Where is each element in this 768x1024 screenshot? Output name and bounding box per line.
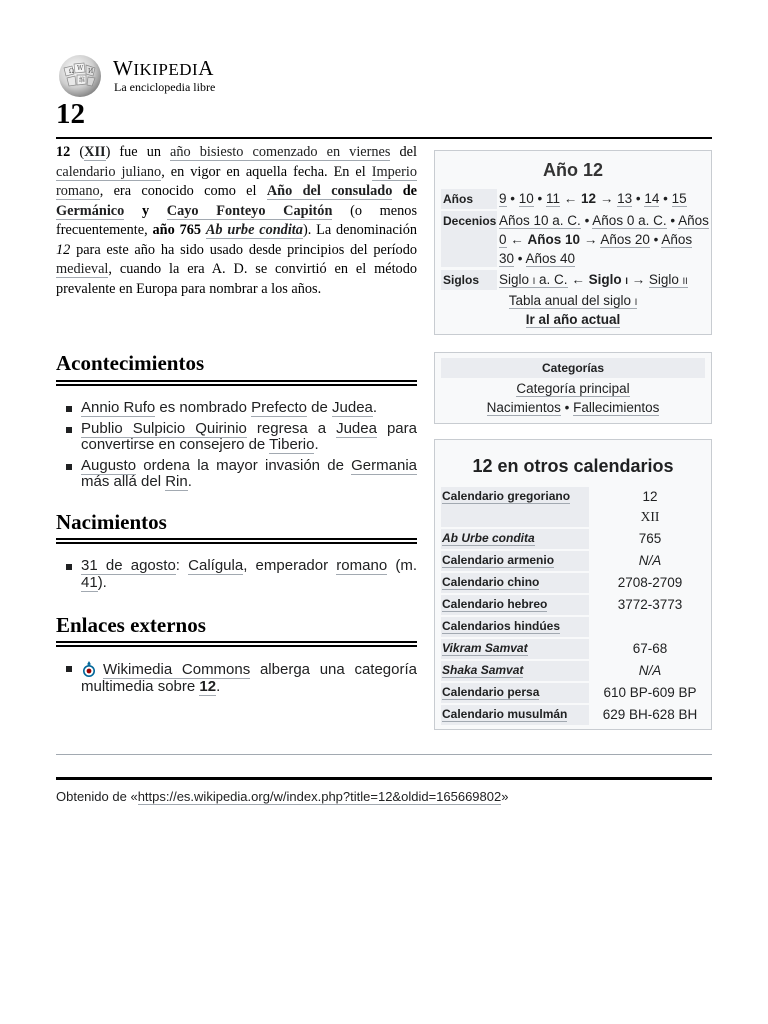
separator: • <box>649 232 662 247</box>
centuries-label: Siglos <box>441 270 497 290</box>
separator: → <box>627 272 649 287</box>
other-calendars-title: 12 en otros calendarios <box>472 456 674 476</box>
lead-italic-12: 12 <box>56 241 71 258</box>
link-decade-20[interactable]: Años 20 <box>600 232 650 247</box>
item-text: : <box>175 557 189 574</box>
list-item <box>81 458 417 491</box>
calendar-row-gregorian <box>441 487 707 527</box>
wordmark-final: A <box>198 56 214 80</box>
decades-row <box>441 211 707 267</box>
centuries-values <box>499 270 709 291</box>
link-germania[interactable]: Germania <box>351 456 417 474</box>
link-annio-rufo[interactable]: Annio Rufo <box>81 399 156 416</box>
separator: • <box>506 191 519 206</box>
lead-text: ) fue un <box>105 144 171 160</box>
link-31-agosto[interactable]: 31 de agosto <box>81 557 176 574</box>
item-text: . <box>372 399 378 416</box>
century-table-text: Tabla anual del siglo <box>508 293 635 308</box>
century-numeral: I <box>625 276 628 286</box>
calendar-value: 67-68 <box>632 641 668 656</box>
link-xii[interactable]: XII <box>84 144 106 160</box>
site-header <box>56 54 256 98</box>
current-century <box>589 272 628 287</box>
external-links-list <box>81 660 417 695</box>
calendar-row-shaka <box>441 661 707 681</box>
link-judea[interactable]: Judea <box>336 419 377 437</box>
separator: ← <box>567 272 589 287</box>
link-century-1-bc[interactable] <box>499 272 568 288</box>
years-label: Años <box>441 189 497 209</box>
calendar-label <box>441 573 589 593</box>
section-heading-events: Acontecimientos <box>56 351 205 375</box>
wordmark-middle: IKIPEDI <box>133 60 199 79</box>
events-list <box>81 400 417 491</box>
list-item <box>81 660 417 695</box>
section-divider <box>56 641 417 647</box>
link-fonteius-capito[interactable]: Cayo Fonteyo Capitón <box>166 202 333 219</box>
wordmark-initial: W <box>113 56 134 80</box>
year-navigation-infobox <box>434 150 712 335</box>
title-divider <box>56 137 712 139</box>
lead-text: (o menos frecuentemente, <box>56 202 418 238</box>
calendar-value: 610 BP-609 BP <box>603 685 697 700</box>
link-augusto[interactable]: Augusto <box>81 456 137 474</box>
current-year-row <box>435 312 711 327</box>
lead-text: , en vigor en aquella fecha. En el <box>161 163 372 180</box>
calendar-label <box>441 705 589 725</box>
item-text: , emperador <box>243 557 337 574</box>
footer-divider <box>56 754 712 755</box>
years-values <box>499 189 709 208</box>
lead-text: ). La denominación <box>302 222 418 238</box>
link-births-category[interactable]: Nacimientos <box>486 400 561 415</box>
calendar-label <box>441 661 589 681</box>
link-decade-10-bc[interactable]: Años 10 a. C. <box>499 213 581 228</box>
link-medieval[interactable]: medieval <box>56 261 109 277</box>
link-persian-calendar[interactable]: Calendario persa <box>442 685 540 699</box>
svg-text:И: И <box>88 68 94 75</box>
lead-auc-year: año 765 <box>152 222 202 238</box>
calendar-value: N/A <box>638 663 662 678</box>
calendar-row-armenian <box>441 551 707 571</box>
year-infobox-title: Año 12 <box>542 160 603 180</box>
svg-text:Ω: Ω <box>69 68 74 75</box>
separator: • <box>632 191 645 206</box>
calendar-row-vikram <box>441 639 707 659</box>
calendar-label <box>441 617 589 637</box>
section-heading-births: Nacimientos <box>56 510 167 534</box>
separator: • <box>659 191 672 206</box>
link-century-year-table[interactable] <box>509 293 638 309</box>
link-ab-urbe-condita[interactable]: Ab urbe condita <box>205 222 303 238</box>
categories-box <box>434 352 712 424</box>
calendar-label <box>441 683 589 703</box>
decades-values <box>499 211 709 268</box>
retrieved-suffix: » <box>501 789 509 804</box>
svg-text:W: W <box>77 65 84 72</box>
link-permanent-url[interactable]: https://es.wikipedia.org/w/index.php?title=12&oldid=165669802 <box>137 789 502 804</box>
lead-text: ( <box>70 144 85 160</box>
item-text: . <box>216 677 221 695</box>
list-item <box>81 400 417 417</box>
sub-category-row <box>435 400 711 415</box>
separator: • <box>560 400 574 415</box>
link-century-2[interactable] <box>649 272 688 288</box>
section-divider <box>56 380 417 386</box>
link-muslim-calendar[interactable]: Calendario musulmán <box>442 707 568 721</box>
link-vikram-samvat[interactable]: Vikram Samvat <box>442 641 528 655</box>
century-numeral: I <box>634 297 638 307</box>
link-year-13[interactable]: 13 <box>617 191 633 206</box>
calendar-label <box>441 551 589 571</box>
item-text: . <box>314 436 319 453</box>
centuries-row <box>441 270 707 290</box>
century-suffix: a. C. <box>535 272 568 287</box>
section-divider <box>56 538 417 544</box>
century-word: Siglo <box>648 272 683 287</box>
link-gregorian-calendar[interactable]: Calendario gregoriano <box>442 489 571 503</box>
calendar-row-muslim <box>441 705 707 725</box>
categories-title: Categorías <box>441 358 705 378</box>
century-numeral: II <box>682 276 688 286</box>
lead-paragraph <box>56 143 417 299</box>
wikipedia-tagline: La enciclopedia libre <box>114 80 216 94</box>
link-germanicus[interactable]: Germánico <box>56 202 125 219</box>
item-text: . <box>187 473 192 490</box>
item-text: para convertirse en consejero de <box>81 419 417 453</box>
century-table-row <box>435 293 711 308</box>
separator: ← <box>560 191 582 206</box>
link-year-14[interactable]: 14 <box>644 191 660 206</box>
link-chinese-calendar[interactable]: Calendario chino <box>442 575 540 589</box>
calendar-label <box>441 595 589 615</box>
separator: • <box>580 213 593 228</box>
wikipedia-globe-logo[interactable] <box>56 54 104 98</box>
item-text: ). <box>97 573 107 591</box>
lead-text: del <box>390 144 417 160</box>
wikimedia-commons-icon[interactable] <box>81 660 97 678</box>
item-text: (m. <box>387 557 418 574</box>
calendar-row-chinese <box>441 573 707 593</box>
calendar-label <box>441 487 589 527</box>
link-shaka-samvat[interactable]: Shaka Samvat <box>442 663 524 677</box>
calendar-label <box>441 529 589 549</box>
calendar-row-hebrew <box>441 595 707 615</box>
link-hindu-calendars[interactable]: Calendarios hindúes <box>442 619 561 633</box>
list-item <box>81 421 417 454</box>
separator: • <box>514 251 526 266</box>
link-roman-empire[interactable]: Imperio romano <box>56 163 417 199</box>
current-decade: Años 10 <box>527 232 581 247</box>
separator: → <box>580 232 601 247</box>
link-quirinio[interactable]: Publio Sulpicio Quirinio <box>81 419 247 437</box>
lead-text: y <box>124 202 167 219</box>
link-decade-40[interactable]: Años 40 <box>525 251 576 266</box>
calendar-row-auc <box>441 529 707 549</box>
link-decade-0-bc[interactable]: Años 0 a. C. <box>592 213 667 228</box>
calendar-value: 2708-2709 <box>617 575 683 590</box>
lead-text: , era conocido como el <box>99 183 267 199</box>
calendar-row-hindu <box>441 617 707 637</box>
item-text: alberga una categoría multimedia sobre <box>81 661 417 695</box>
link-judea[interactable]: Judea <box>332 399 373 416</box>
link-romano[interactable]: romano <box>336 557 388 574</box>
link-commons-category-12[interactable]: 12 <box>199 677 217 695</box>
item-text: de <box>306 399 333 416</box>
lead-text: de <box>392 183 417 199</box>
calendar-value <box>593 487 707 526</box>
retrieved-from-notice <box>56 789 508 804</box>
link-caligula[interactable]: Calígula <box>188 557 244 574</box>
link-year-41[interactable]: 41 <box>81 573 98 591</box>
retrieved-prefix: Obtenido de « <box>56 789 138 804</box>
link-year-15[interactable]: 15 <box>671 191 687 206</box>
link-year-10[interactable]: 10 <box>518 191 534 206</box>
calendar-row-persian <box>441 683 707 703</box>
link-consulship[interactable]: Año del consulado <box>266 183 393 199</box>
lead-text: para este año ha sido usado desde principios del período <box>70 241 417 258</box>
years-row <box>441 189 707 209</box>
link-tiberio[interactable]: Tiberio <box>269 436 315 453</box>
calendar-label <box>441 639 589 659</box>
item-text: ordena la mayor invasión de <box>136 456 352 474</box>
current-year: 12 <box>581 191 597 206</box>
link-decade-0[interactable]: Años 0 <box>499 213 709 247</box>
calendar-value: N/A <box>638 553 662 568</box>
link-current-year[interactable]: Ir al año actual <box>525 312 621 327</box>
separator: ← <box>506 232 528 247</box>
item-text: es nombrado <box>155 399 252 416</box>
page-title: 12 <box>56 98 85 130</box>
link-prefecto[interactable]: Prefecto <box>251 399 307 416</box>
link-year-11[interactable]: 11 <box>546 191 561 206</box>
century-word: Siglo <box>499 272 533 287</box>
lead-year-bold: 12 <box>56 144 71 160</box>
century-word: Siglo <box>588 272 626 287</box>
link-year-9[interactable]: 9 <box>499 191 507 206</box>
link-leap-year[interactable]: año bisiesto comenzado en viernes <box>170 144 391 160</box>
births-list <box>81 558 417 591</box>
link-hebrew-calendar[interactable]: Calendario hebreo <box>442 597 548 611</box>
svg-text:维: 维 <box>79 77 86 84</box>
link-deaths-category[interactable]: Fallecimientos <box>573 400 660 415</box>
other-calendars-box <box>434 439 712 730</box>
gregorian-roman-value: XII <box>640 508 660 524</box>
link-main-category[interactable]: Categoría principal <box>516 381 630 396</box>
decades-label: Decenios <box>441 211 497 267</box>
section-heading-external-links: Enlaces externos <box>56 613 206 637</box>
lead-text: , cuando la era A. D. se convirtió en el método prevalente en Europa para nombrar a los años. <box>56 261 417 297</box>
calendar-value: 765 <box>638 531 662 546</box>
century-numeral: I <box>532 276 536 286</box>
link-rin[interactable]: Rin <box>165 473 188 490</box>
link-armenian-calendar[interactable]: Calendario armenio <box>442 553 555 567</box>
gregorian-value: 12 <box>642 489 658 504</box>
wikipedia-wordmark[interactable] <box>113 56 214 81</box>
calendar-value: 629 BH-628 BH <box>602 707 698 722</box>
separator: • <box>666 213 679 228</box>
item-text: regresa a <box>246 419 337 437</box>
separator: • <box>533 191 547 206</box>
list-item <box>81 558 417 591</box>
link-wikimedia-commons[interactable]: Wikimedia Commons <box>103 661 251 678</box>
item-text: más allá del <box>81 473 166 490</box>
link-julian-calendar[interactable]: calendario juliano <box>56 163 162 180</box>
footer-divider-thick <box>56 777 712 780</box>
calendar-value: 3772-3773 <box>617 597 683 612</box>
link-ab-urbe-condita-calendar[interactable]: Ab Urbe condita <box>442 531 535 545</box>
separator: → <box>596 191 618 206</box>
main-category-row <box>435 381 711 396</box>
link-decade-30[interactable]: Años 30 <box>499 232 693 266</box>
